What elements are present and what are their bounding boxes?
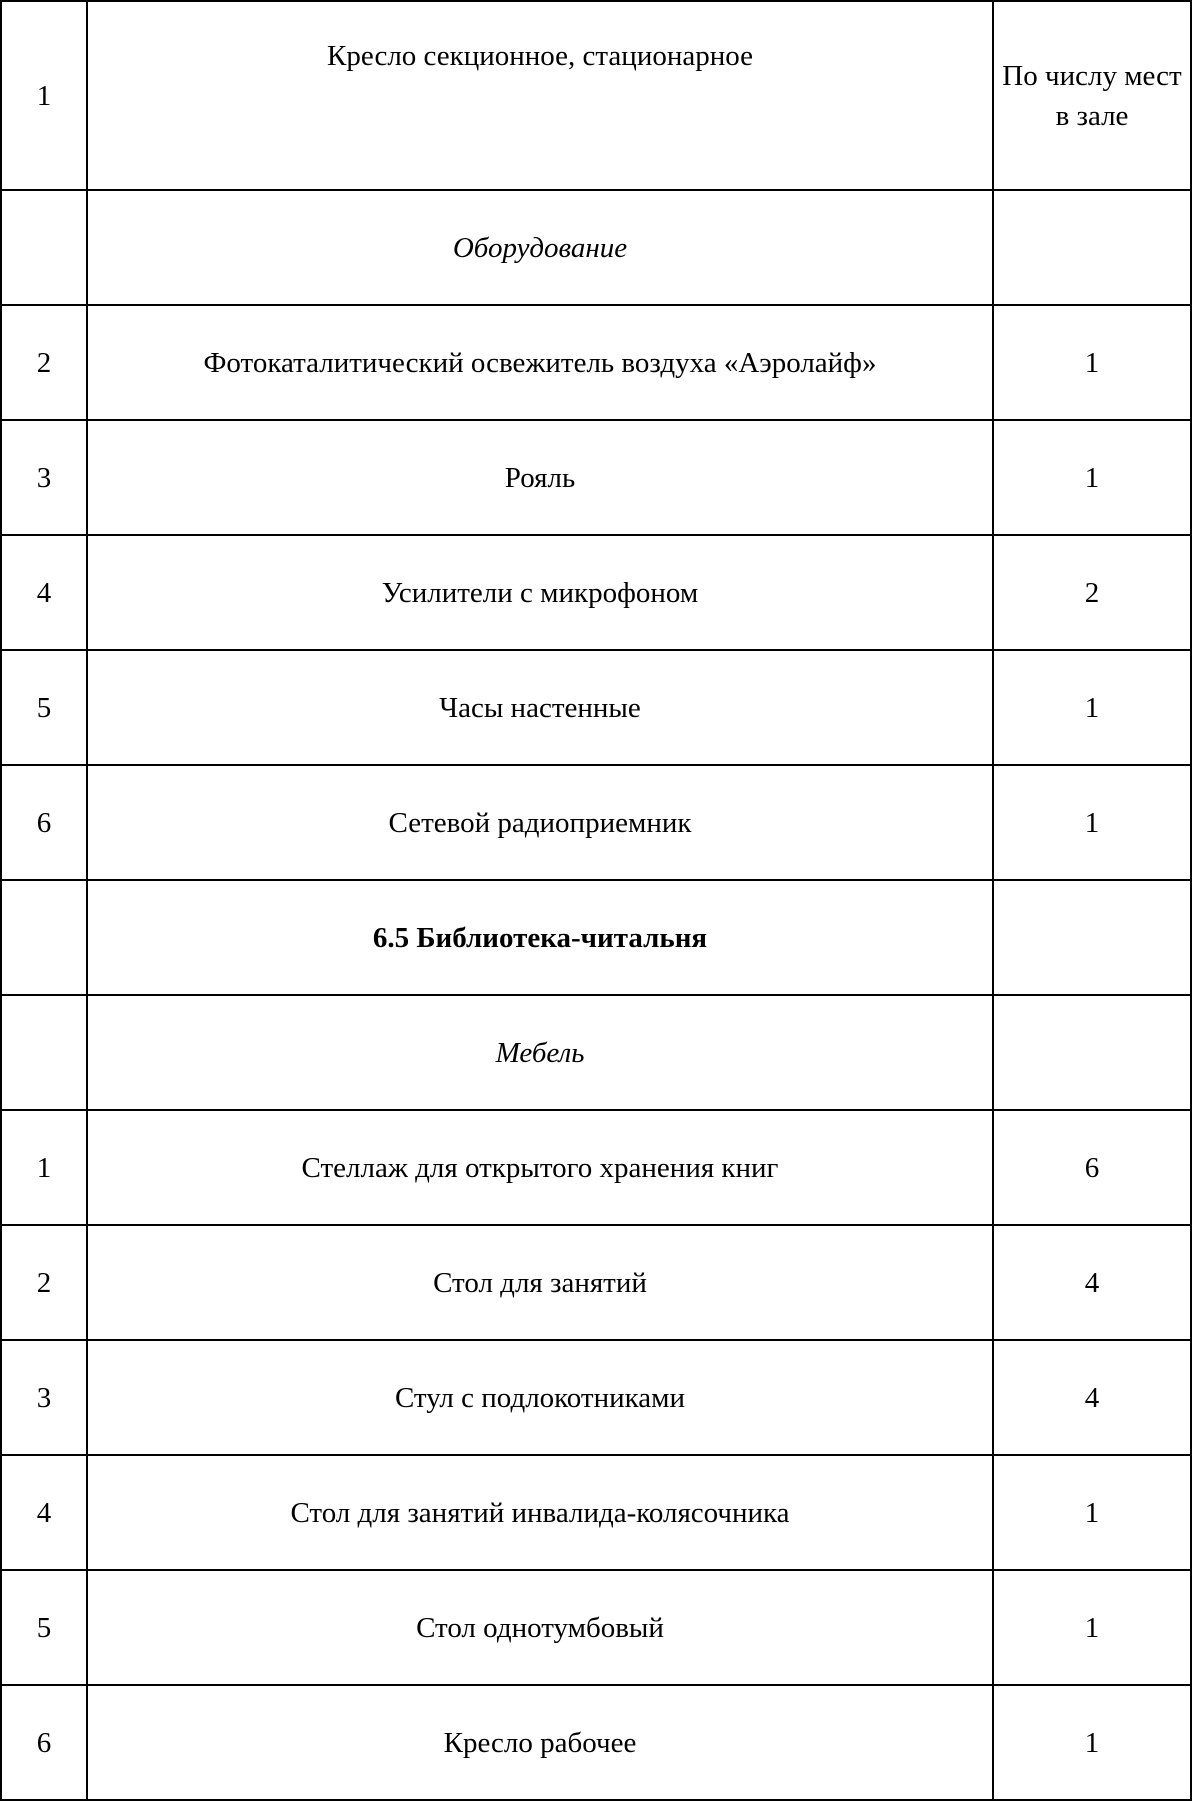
table-row [1, 765, 1191, 880]
row-number-cell [1, 190, 87, 305]
quantity-cell: По числу мест в зале [993, 1, 1191, 190]
item-name-cell: Фотокаталитический освежитель воздуха «Аэролайф» [87, 305, 993, 420]
item-name-cell: Кресло секционное, стационарное [87, 1, 993, 190]
table-row [1, 305, 1191, 420]
row-number-cell: 4 [1, 1455, 87, 1570]
equipment-table-body [1, 1, 1191, 1800]
quantity-cell: 1 [993, 765, 1191, 880]
table-row [1, 1340, 1191, 1455]
quantity-cell [993, 995, 1191, 1110]
table-row [1, 535, 1191, 650]
item-name-cell: Стеллаж для открытого хранения книг [87, 1110, 993, 1225]
row-number-cell: 5 [1, 1570, 87, 1685]
item-name-cell: Усилители с микрофоном [87, 535, 993, 650]
row-number-cell: 1 [1, 1110, 87, 1225]
table-row [1, 1685, 1191, 1800]
quantity-cell: 2 [993, 535, 1191, 650]
row-number-cell: 6 [1, 1685, 87, 1800]
quantity-cell: 1 [993, 305, 1191, 420]
quantity-cell [993, 190, 1191, 305]
row-number-cell: 2 [1, 1225, 87, 1340]
table-row [1, 1110, 1191, 1225]
quantity-cell: 1 [993, 650, 1191, 765]
row-number-cell [1, 995, 87, 1110]
section-subheader-row [1, 190, 1191, 305]
section-subheader-equipment: Оборудование [87, 190, 993, 305]
item-name-cell: Сетевой радиоприемник [87, 765, 993, 880]
row-number-cell: 5 [1, 650, 87, 765]
quantity-cell [993, 880, 1191, 995]
table-row [1, 1570, 1191, 1685]
section-header-row [1, 880, 1191, 995]
quantity-cell: 6 [993, 1110, 1191, 1225]
row-number-cell: 3 [1, 1340, 87, 1455]
table-row [1, 1, 1191, 190]
quantity-cell: 4 [993, 1225, 1191, 1340]
section-subheader-furniture: Мебель [87, 995, 993, 1110]
quantity-cell: 1 [993, 1455, 1191, 1570]
row-number-cell: 1 [1, 1, 87, 190]
row-number-cell: 3 [1, 420, 87, 535]
quantity-cell: 1 [993, 1685, 1191, 1800]
item-name-cell: Кресло рабочее [87, 1685, 993, 1800]
section-subheader-row [1, 995, 1191, 1110]
item-name-cell: Стол однотумбовый [87, 1570, 993, 1685]
item-name-cell: Стол для занятий инвалида-колясочника [87, 1455, 993, 1570]
item-name-cell: Часы настенные [87, 650, 993, 765]
row-number-cell: 4 [1, 535, 87, 650]
item-name-cell: Стул с подлокотниками [87, 1340, 993, 1455]
item-name-cell: Рояль [87, 420, 993, 535]
table-row [1, 420, 1191, 535]
table-row [1, 1225, 1191, 1340]
quantity-cell: 4 [993, 1340, 1191, 1455]
quantity-cell: 1 [993, 1570, 1191, 1685]
table-row [1, 1455, 1191, 1570]
row-number-cell: 2 [1, 305, 87, 420]
quantity-cell: 1 [993, 420, 1191, 535]
section-header-library: 6.5 Библиотека-читальня [87, 880, 993, 995]
table-row [1, 650, 1191, 765]
row-number-cell [1, 880, 87, 995]
item-name-cell: Стол для занятий [87, 1225, 993, 1340]
row-number-cell: 6 [1, 765, 87, 880]
